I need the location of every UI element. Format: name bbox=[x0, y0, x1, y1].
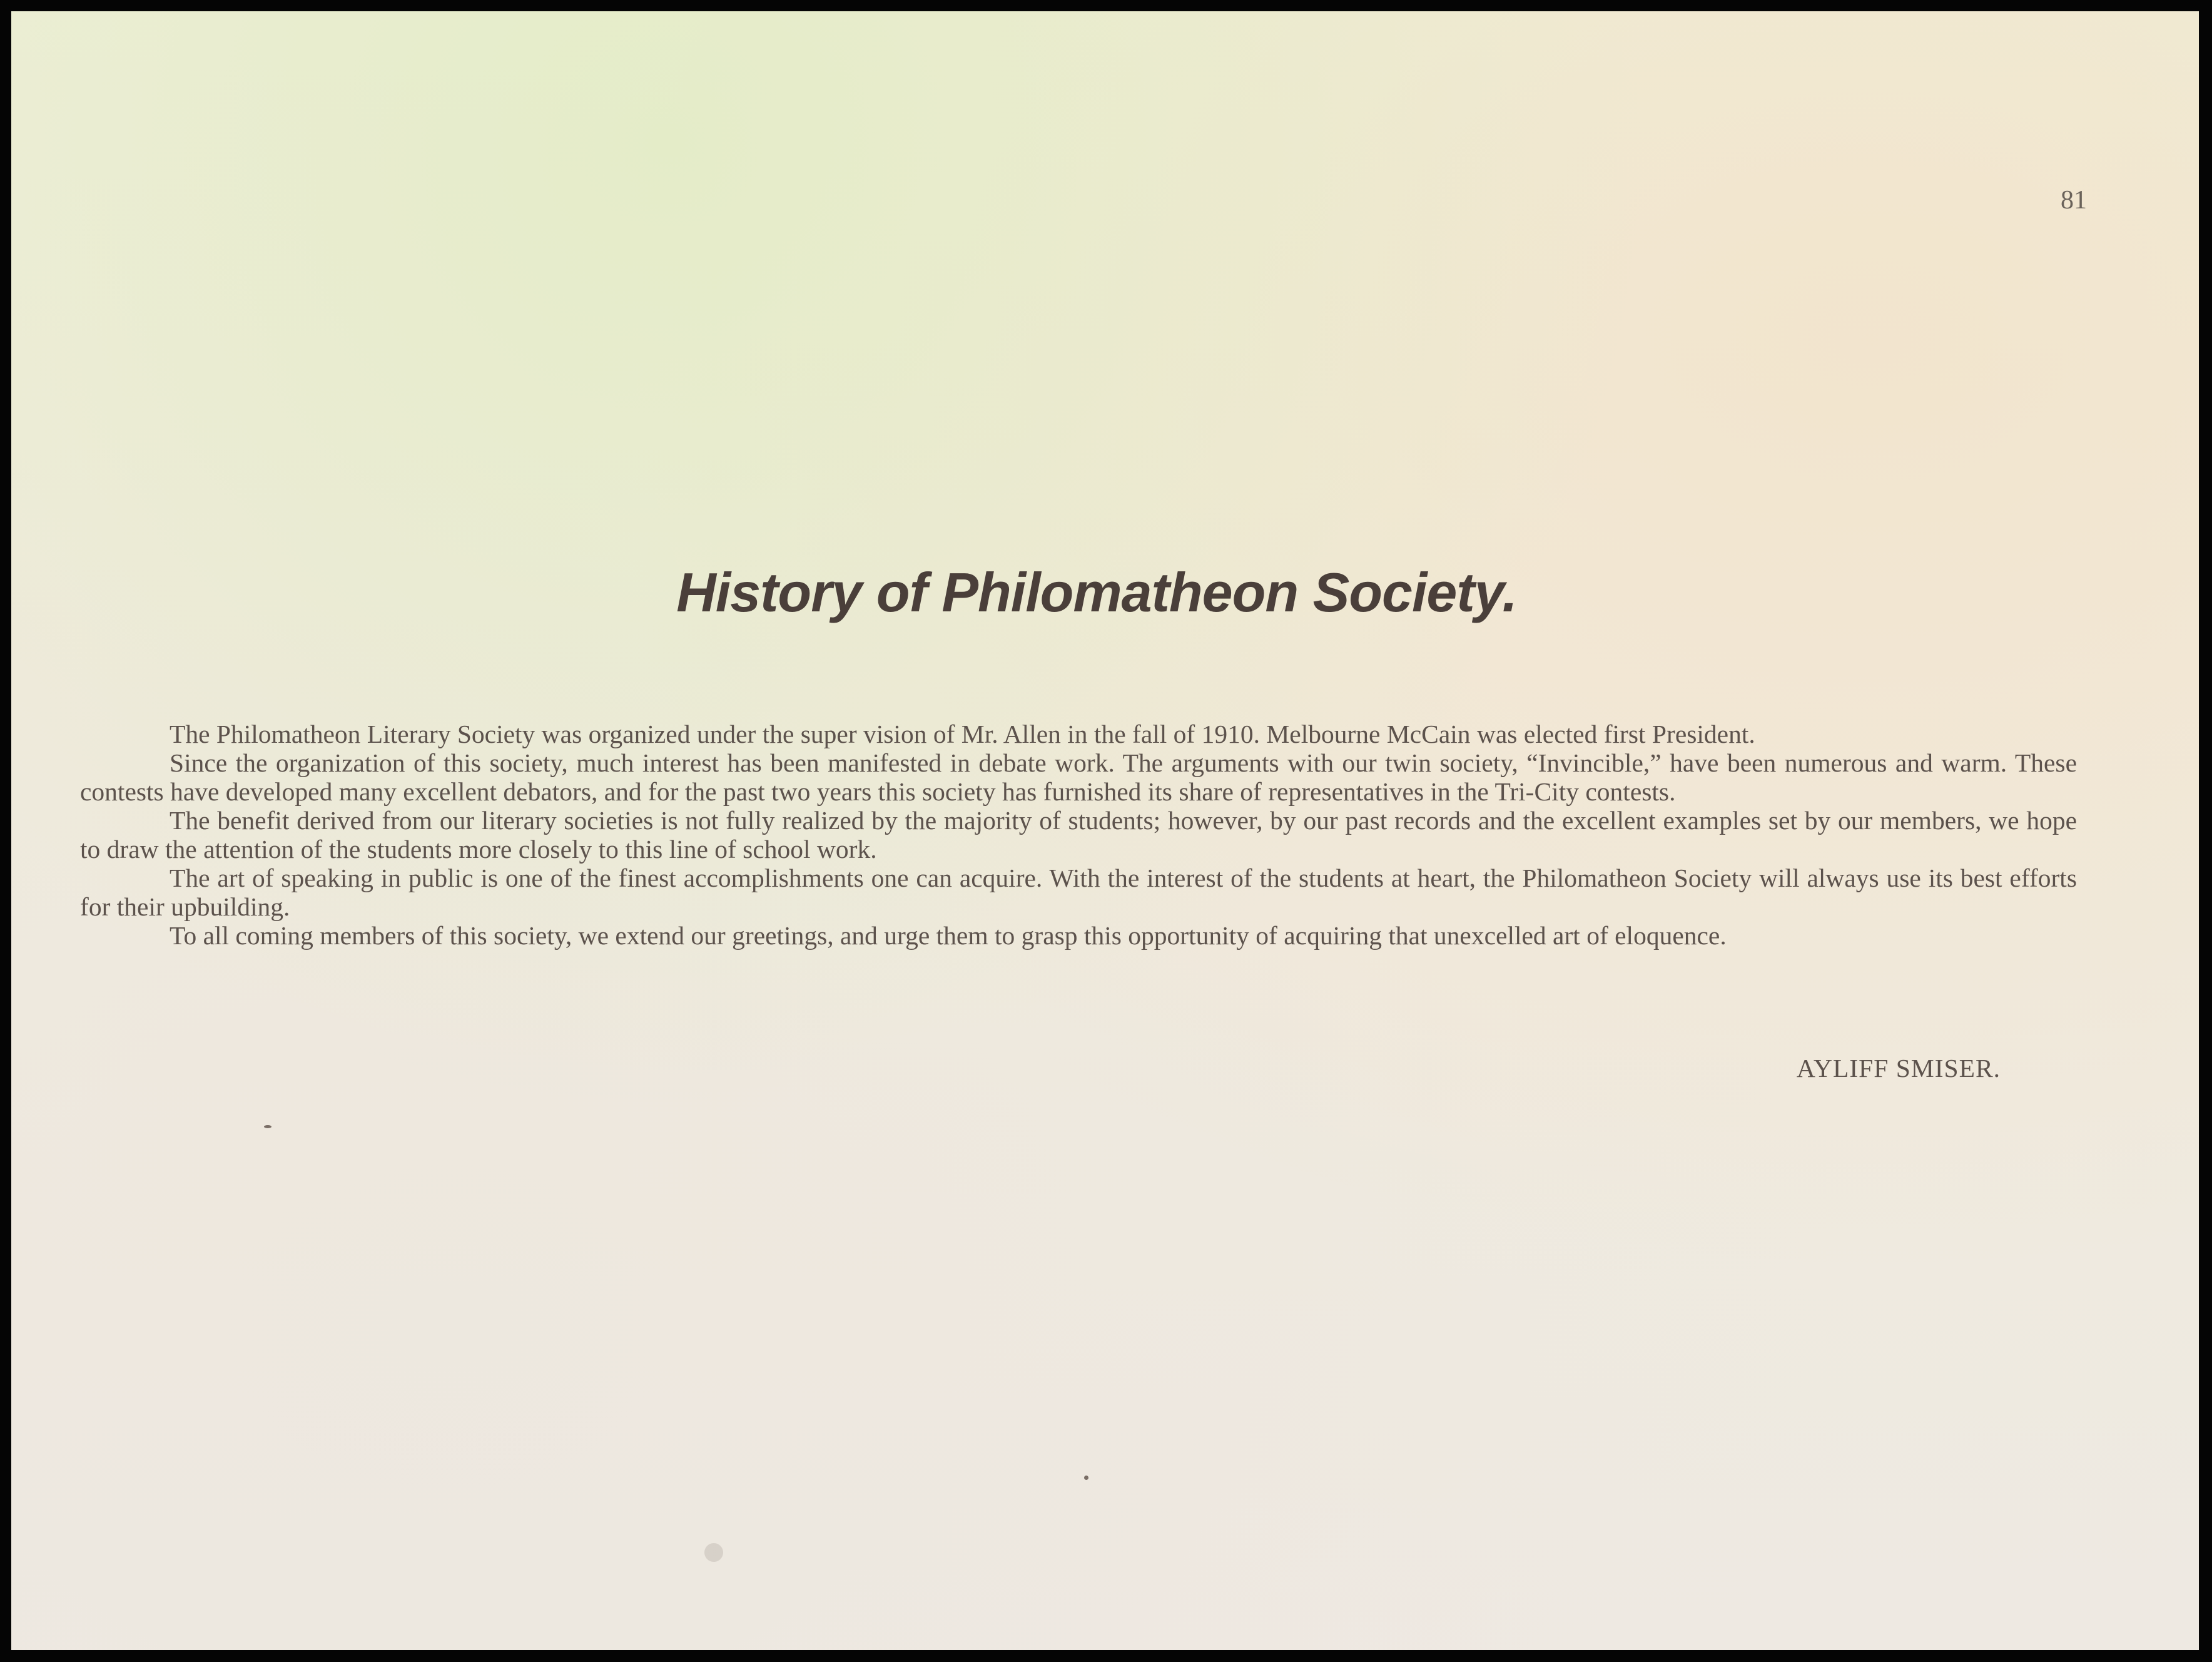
book-page bbox=[11, 11, 2199, 1650]
paper-speck bbox=[1084, 1476, 1088, 1480]
paper-speck bbox=[704, 1543, 723, 1562]
paper-speck bbox=[264, 1125, 271, 1128]
author-signature: AYLIFF SMISER. bbox=[1796, 1054, 2001, 1083]
paragraph-3: The benefit derived from our literary societies is not fully realized by the majority of students; however, by our past records and the excellent examples set by our members, we hope to draw the attention of the students more closely to this line of school work. bbox=[80, 806, 2077, 864]
paragraph-5: To all coming members of this society, we extend our greetings, and urge them to grasp this opportunity of acquiring that unexcelled art of eloquence. bbox=[170, 921, 1727, 950]
paragraph-4: The art of speaking in public is one of the finest accomplishments one can acquire. With the interest of the students at heart, the Philomatheon Society will always use its best efforts for their upbuilding. bbox=[80, 864, 2077, 921]
page-title: History of Philomatheon Society. bbox=[676, 561, 1517, 623]
paragraph-2: Since the organization of this society, much interest has been manifested in debate work. The arguments with our twin society, “Invincible,” have been numerous and warm. These contests have developed many excellent debators, and for the past two years this society has furnished its share of representatives in the Tri-City contests. bbox=[80, 748, 2077, 806]
article-body bbox=[80, 720, 2077, 950]
page-number: 81 bbox=[2061, 186, 2087, 215]
paragraph-1: The Philomatheon Literary Society was organized under the super vision of Mr. Allen in the fall of 1910. Melbourne McCain was elected first President. bbox=[170, 720, 1755, 748]
